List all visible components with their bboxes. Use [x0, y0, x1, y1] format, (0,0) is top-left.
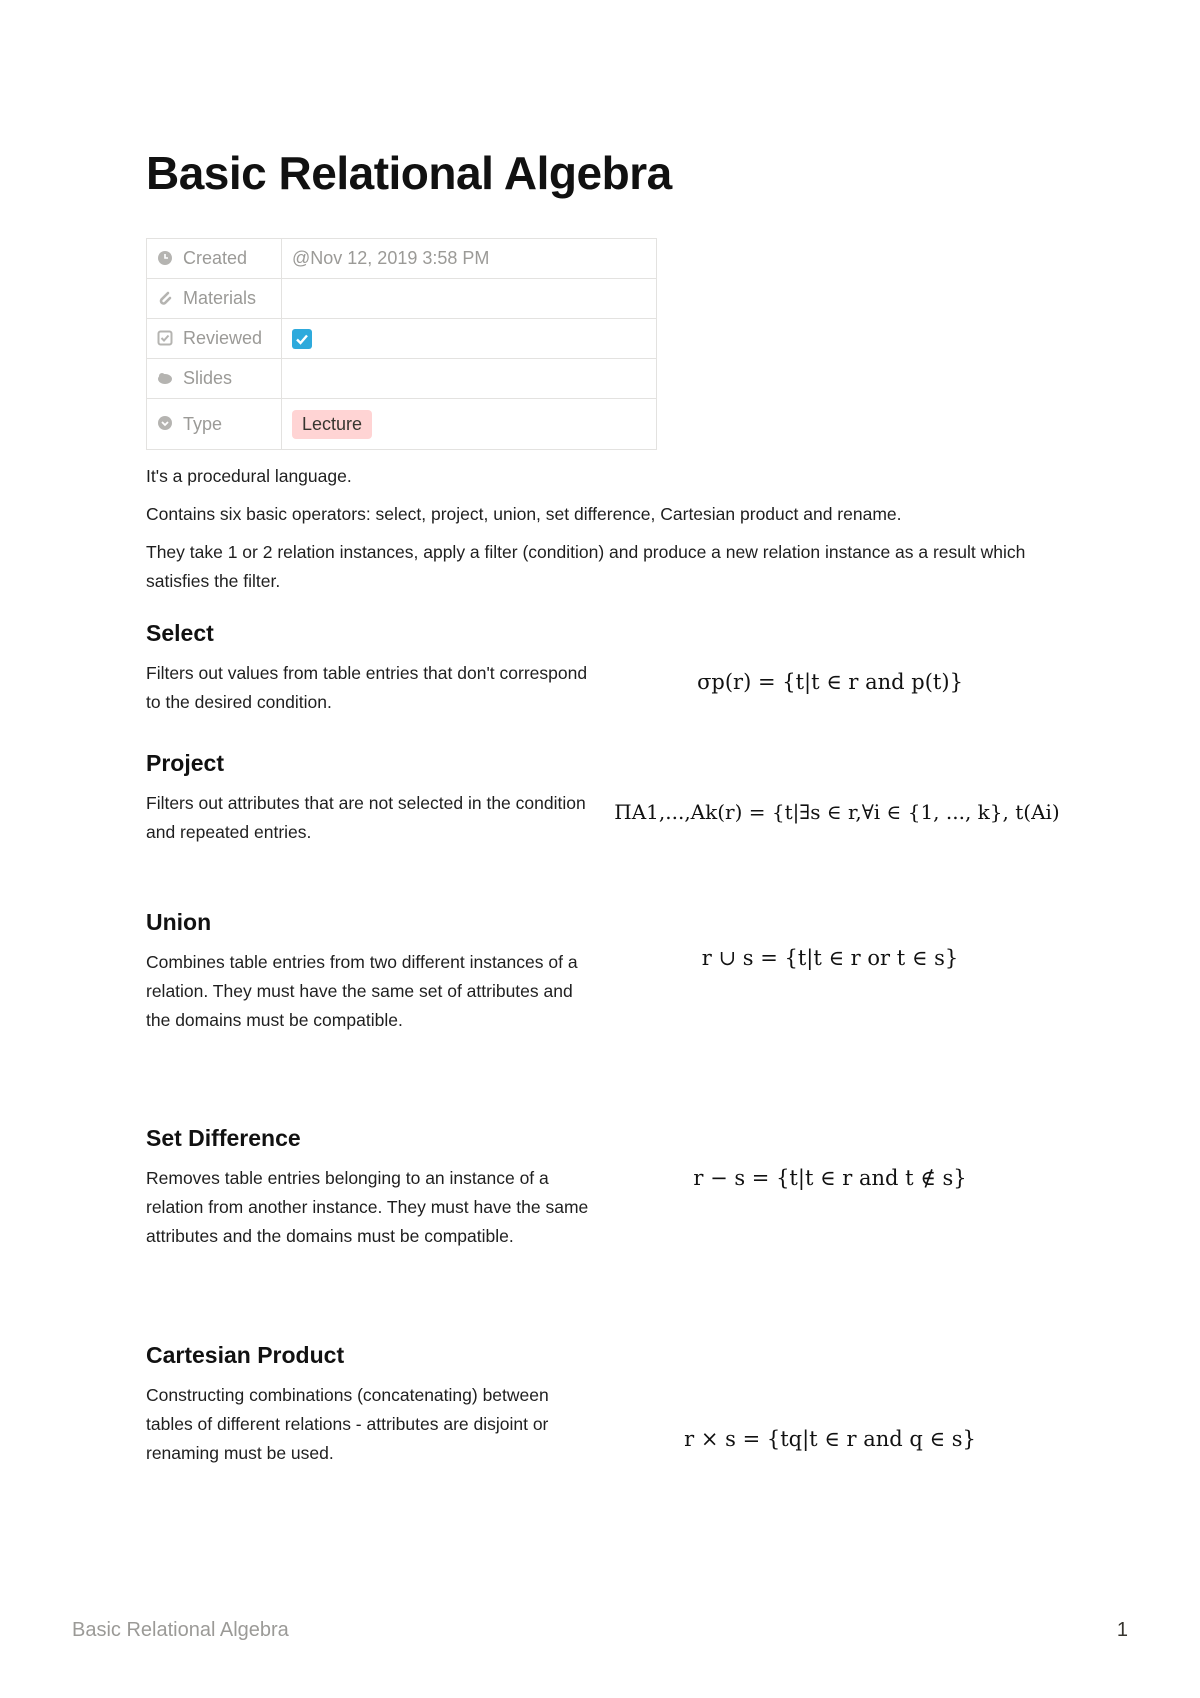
- intro-paragraph: It's a procedural language.: [146, 466, 352, 486]
- section-heading-project: Project: [146, 750, 224, 776]
- reviewed-label: Reviewed: [183, 328, 263, 348]
- cartesian-product-formula: r × s = {tq|t ∈ r and q ∈ s}: [684, 1427, 976, 1451]
- materials-value[interactable]: [282, 279, 657, 319]
- property-row-created: [147, 239, 657, 279]
- type-label: Type: [183, 413, 223, 434]
- footer-title: Basic Relational Algebra: [72, 1619, 289, 1641]
- clock-icon: [157, 250, 173, 266]
- paperclip-icon: [157, 290, 173, 306]
- page-title: Basic Relational Algebra: [146, 147, 672, 199]
- slides-value[interactable]: [282, 359, 657, 399]
- select-property-icon: [157, 415, 173, 431]
- slides-label: Slides: [183, 368, 233, 388]
- intro-paragraph: They take 1 or 2 relation instances, apply a filter (condition) and produce a new relation instance as a result which satisfies the filter.: [146, 542, 1026, 591]
- union-formula: r ∪ s = {t|t ∈ r or t ∈ s}: [701, 946, 959, 970]
- properties-table: [146, 238, 657, 450]
- checkbox-property-icon: [157, 330, 173, 346]
- section-description: Combines table entries from two different instances of a relation. They must have the same set of attributes and the domains must be compatible.: [146, 952, 578, 1030]
- property-row-reviewed: [147, 319, 657, 359]
- section-heading-cartesian-product: Cartesian Product: [146, 1342, 345, 1368]
- intro-paragraph: Contains six basic operators: select, project, union, set difference, Cartesian product and rename.: [146, 504, 902, 524]
- project-formula: ΠA1,...,Ak(r) = {t|∃s ∈ r,∀i ∈ {1, ..., k}, t(Ai): [614, 800, 1060, 824]
- set-difference-formula: r − s = {t|t ∈ r and t ∉ s}: [693, 1166, 967, 1190]
- page-number: 1: [1116, 1619, 1128, 1641]
- section-description: Filters out attributes that are not selected in the condition and repeated entries.: [146, 793, 586, 842]
- section-description: Filters out values from table entries that don't correspond to the desired condition.: [146, 663, 588, 712]
- section-heading-set-difference: Set Difference: [146, 1125, 301, 1151]
- created-label: Created: [183, 248, 248, 268]
- property-row-type: [147, 399, 657, 450]
- section-description: Constructing combinations (concatenating) between tables of different relations - attributes are disjoint or renaming must be used.: [146, 1385, 549, 1463]
- section-heading-select: Select: [146, 620, 214, 646]
- type-tag[interactable]: Lecture: [292, 410, 372, 439]
- created-value[interactable]: @Nov 12, 2019 3:58 PM: [282, 239, 657, 279]
- reviewed-checkbox[interactable]: [292, 329, 312, 349]
- checkmark-icon: [294, 331, 310, 347]
- property-row-slides: [147, 359, 657, 399]
- section-description: Removes table entries belonging to an instance of a relation from another instance. They must have the same attributes and the domains must be compatible.: [146, 1168, 589, 1246]
- materials-label: Materials: [183, 288, 257, 308]
- section-heading-union: Union: [146, 909, 212, 935]
- file-icon: [157, 370, 173, 386]
- property-row-materials: [147, 279, 657, 319]
- select-formula: σp(r) = {t|t ∈ r and p(t)}: [697, 670, 963, 694]
